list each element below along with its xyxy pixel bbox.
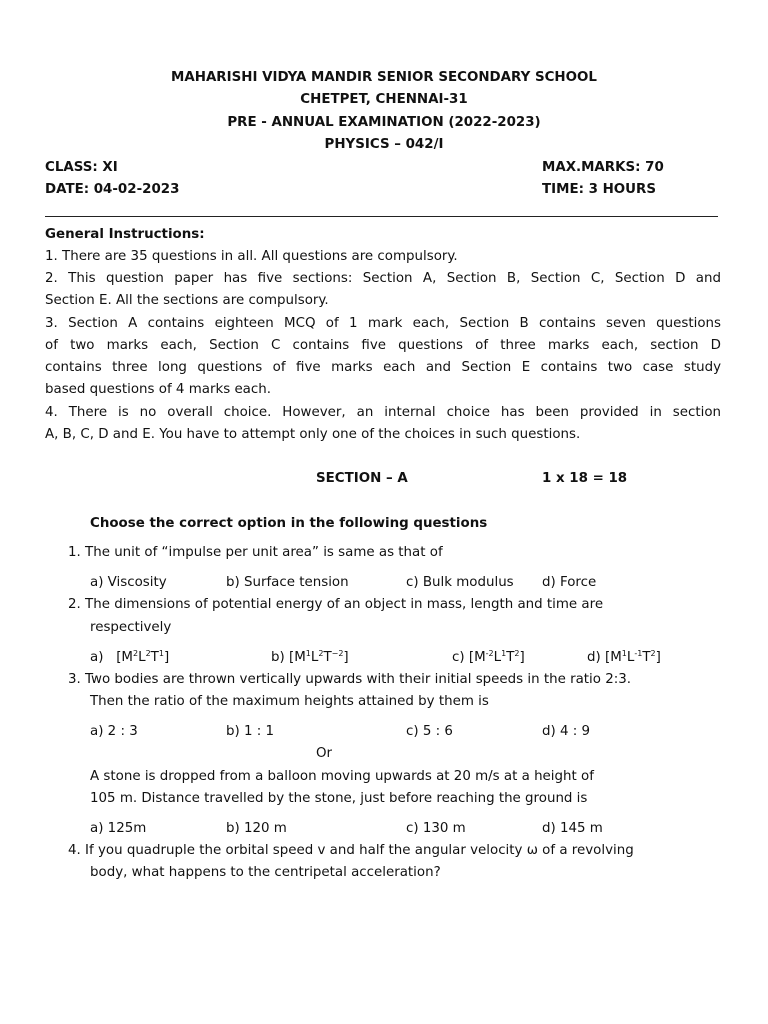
- q2-b-l-exp: 2: [318, 649, 324, 658]
- exam-title: PRE - ANNUAL EXAMINATION (2022-2023): [227, 115, 541, 130]
- q2-option-b: b) $[M^1L^2T^{-2}]$: [271, 649, 349, 665]
- instruction-2-line-2: Section E. All the sections are compulsory.: [45, 293, 329, 308]
- q2-c-t-exp: 2: [514, 649, 520, 658]
- max-marks-label: MAX.MARKS: 70: [542, 160, 664, 175]
- section-direction: Choose the correct option in the following questions: [90, 516, 488, 531]
- q2-a-t-exp: 1: [158, 649, 164, 658]
- question-1: 1. The unit of “impulse per unit area” is same as that of: [68, 545, 443, 560]
- header-divider: [45, 216, 718, 217]
- q1-option-c: c) Bulk modulus: [406, 575, 514, 590]
- school-address: CHETPET, CHENNAI-31: [300, 92, 468, 107]
- question-3-alt-line-1: A stone is dropped from a balloon moving upwards at 20 m/s at a height of: [90, 769, 594, 784]
- q3-alt-option-b: b) 120 m: [226, 821, 287, 836]
- q1-option-b: b) Surface tension: [226, 575, 349, 590]
- question-4-line-1: 4. If you quadruple the orbital speed v and half the angular velocity ω of a revolving: [68, 843, 634, 858]
- instruction-4-line-2: A, B, C, D and E. You have to attempt only one of the choices in such questions.: [45, 427, 581, 442]
- instruction-4-line-1: 4. There is no overall choice. However, an internal choice has been provided in section: [45, 405, 721, 420]
- instruction-2-line-1: 2. This question paper has five sections: Section A, Section B, Section C, Section D and: [45, 271, 721, 286]
- time-label: TIME: 3 HOURS: [542, 182, 657, 197]
- date-label: DATE: 04-02-2023: [45, 182, 180, 197]
- or-separator: Or: [316, 746, 333, 761]
- instructions-title: General Instructions:: [45, 227, 205, 242]
- class-label: CLASS: XI: [45, 160, 118, 175]
- question-3-line-1: 3. Two bodies are thrown vertically upwards with their initial speeds in the ratio 2:3.: [68, 672, 632, 687]
- question-3-alt-line-2: 105 m. Distance travelled by the stone, just before reaching the ground is: [90, 791, 588, 806]
- q2-a-m-exp: 2: [133, 649, 139, 658]
- q3-option-b: b) 1 : 1: [226, 724, 275, 739]
- question-3-line-2: Then the ratio of the maximum heights attained by them is: [90, 694, 489, 709]
- section-marks: 1 x 18 = 18: [542, 471, 628, 486]
- q2-c-m-exp: -2: [485, 649, 494, 658]
- school-name: MAHARISHI VIDYA MANDIR SENIOR SECONDARY SCHOOL: [171, 70, 597, 85]
- q3-alt-option-c: c) 130 m: [406, 821, 466, 836]
- q2-option-a: a) $[M^2L^2T^1]$: [90, 649, 170, 665]
- q2-option-b-label: b): [271, 650, 285, 665]
- instruction-3-line-1: 3. Section A contains eighteen MCQ of 1 mark each, Section B contains seven questions: [45, 316, 721, 331]
- instruction-3-line-2: of two marks each, Section C contains five questions of three marks each, section D: [45, 338, 721, 353]
- q3-option-d: d) 4 : 9: [542, 724, 591, 739]
- q3-option-a: a) 2 : 3: [90, 724, 138, 739]
- q1-option-a: a) Viscosity: [90, 575, 167, 590]
- q1-option-d: d) Force: [542, 575, 597, 590]
- question-2-line-2: respectively: [90, 620, 172, 635]
- q3-option-c: c) 5 : 6: [406, 724, 453, 739]
- q3-alt-option-a: a) 125m: [90, 821, 147, 836]
- q3-alt-option-d: d) 145 m: [542, 821, 603, 836]
- subject-code: PHYSICS – 042/I: [324, 137, 444, 152]
- question-4-line-2: body, what happens to the centripetal acceleration?: [90, 865, 441, 880]
- q2-option-d: d) $[M^1L^{-1}T^2]$: [587, 649, 661, 665]
- q2-option-c-label: c): [452, 650, 465, 665]
- instruction-1: 1. There are 35 questions in all. All questions are compulsory.: [45, 249, 458, 264]
- section-title: SECTION – A: [316, 471, 408, 486]
- q2-a-l-exp: 2: [145, 649, 151, 658]
- question-2-line-1: 2. The dimensions of potential energy of an object in mass, length and time are: [68, 597, 604, 612]
- q2-c-l-exp: 1: [501, 649, 507, 658]
- q2-b-t-exp: −2: [331, 649, 344, 658]
- q2-option-a-label: a): [90, 650, 104, 665]
- q2-d-t-exp: 2: [650, 649, 656, 658]
- q2-d-m-exp: 1: [621, 649, 627, 658]
- q2-option-c: c) $[M^{-2}L^1T^2]$: [452, 649, 525, 665]
- q2-b-m-exp: 1: [305, 649, 311, 658]
- instruction-3-line-4: based questions of 4 marks each.: [45, 382, 271, 397]
- instruction-3-line-3: contains three long questions of five marks each and Section E contains two case study: [45, 360, 721, 375]
- q2-d-l-exp: -1: [634, 649, 643, 658]
- q2-option-d-label: d): [587, 650, 601, 665]
